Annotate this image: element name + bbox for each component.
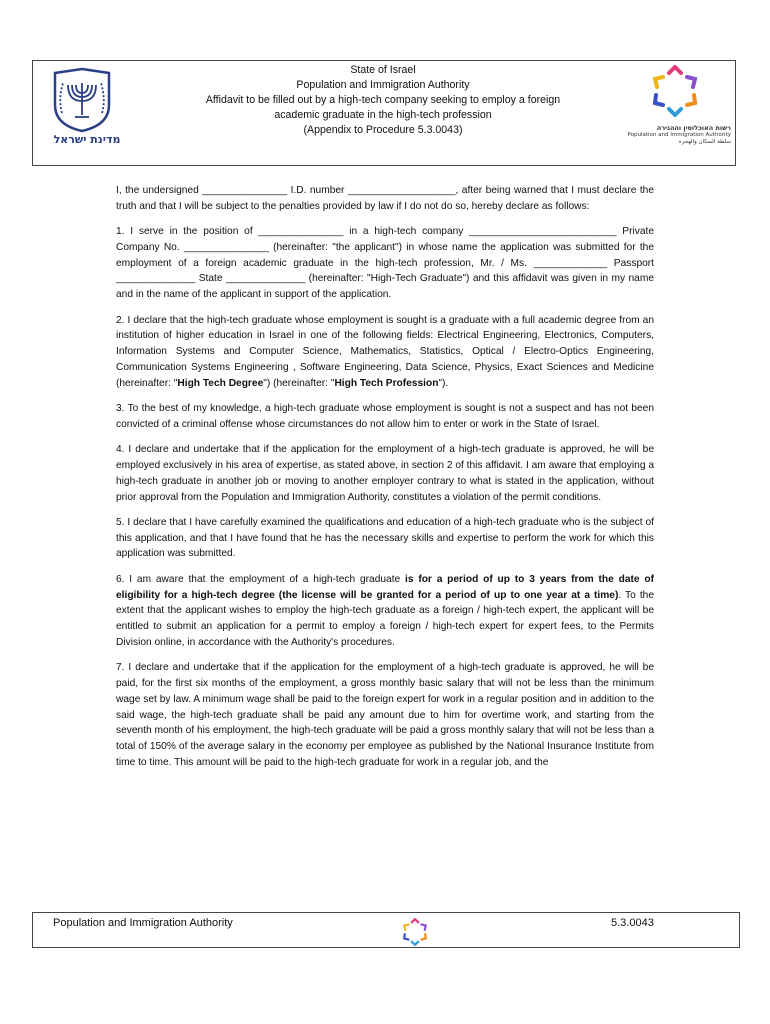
paragraph-7: 7. I declare and undertake that if the application for the employment of a high-tech graduate is approved, he will be paid, for the first six months of the employment, a gross monthly basic salary that will not be less than the minimum wage set by law. A minimum wage shall be paid to the foreign expert for work in a regular position and in addition to the said wage, the high-tech graduate shall be paid any amount due to him for overtime work, and starting from the seventh month of his employment, the high-tech graduate will be paid a gross monthly salary that will not be less than a total of 150% of the average salary in the economy per employee as published by the National Insurance Institute from time to time. This amount will be paid to the high-tech graduate for work in a regular job, and the (116, 662, 654, 768)
paragraph-1: 1. I serve in the position of _______________ in a high-tech company __________________________ Private Company No. _______________ (hereinafter: "the applicant") in whose name the application was submitted for the employment of a foreign academic graduate in the high-tech profession, Mr. / Ms. _____________ Passport ______________ State ______________ (hereinafter: "High-Tech Graduate") and this affidavit was given in my name and in the name of the applicant in support of the application. (116, 226, 654, 301)
logo-caption-hebrew: רשות האוכלוסין וההגירה (656, 124, 731, 132)
logo-caption-english: Population and Immigration Authority (627, 132, 731, 138)
paragraph-6-emphasis: is for a period of up to 3 years from the date of eligibility for a high-tech degree (the license will be granted for a period of up to one year at a time) (116, 573, 654, 601)
paragraph-6-text-a: 6. I am aware that the employment of a high-tech graduate (116, 573, 406, 585)
footer-logo-icon (400, 918, 430, 946)
paragraph-6 (116, 572, 654, 651)
paragraph-6-text-b: . To the extent that the applicant wishes to employ the high-tech graduate as a foreign / high-tech expert, the applicant will be entitled to submit an application for a permit to employ a foreign / high-tech expert for expert fees, to the Permits Division online, in accordance with the Authority's procedures. (116, 589, 654, 648)
logo-caption-arabic: سلطة السكان والهجرة (678, 139, 731, 145)
state-emblem-icon (51, 67, 113, 133)
header-title-block (153, 63, 613, 138)
intro-paragraph: I, the undersigned _______________ I.D. number ___________________, after being warned that I must declare the truth and that I will be subject to the penalties provided by law if I do not do so, hereby declare as follows: (116, 185, 654, 212)
paragraph-2 (116, 313, 654, 392)
paragraph-2-text-b: ") (hereinafter: " (263, 377, 335, 389)
paragraph-2-text-a: 2. I declare that the high-tech graduate whose employment is sought is a graduate with a full academic degree from an institution of higher education in Israel in one of the following fields: Electrical Engineering, Electronics, Computers, Information Systems and Computer Science, Mathematics, Statistics, Optical / Electro-Optics Engineering, Communication Systems Engineering , Software Engineering, Data Science, Physics, Exact Sciences and Medicine (hereinafter: " (116, 314, 654, 389)
document-footer (32, 912, 740, 948)
high-tech-degree-term: High Tech Degree (177, 377, 264, 389)
paragraph-3: 3. To the best of my knowledge, a high-tech graduate whose employment is sought is not a suspect and has not been convicted of a criminal offense whose circumstances do not allow him to enter or work in the State of Israel. (116, 403, 654, 430)
header-line-title: Affidavit to be filled out by a high-tech company seeking to employ a foreign (205, 94, 561, 106)
high-tech-profession-term: High Tech Profession (334, 377, 439, 389)
paragraph-4: 4. I declare and undertake that if the application for the employment of a high-tech graduate is approved, he will be employed exclusively in his area of expertise, as stated above, in section 2 of this affidavit. I am aware that employing a high-tech graduate in another job or moving to another employer contrary to what is stated in the application, without prior approval from the Population and Immigration Authority, constitutes a violation of the permit conditions. (116, 444, 654, 503)
header-line-subtitle: academic graduate in the high-tech profession (274, 109, 492, 121)
paragraph-2-text-c: "). (438, 377, 449, 389)
header-line-authority: Population and Immigration Authority (296, 79, 470, 91)
paragraph-5: 5. I declare that I have carefully examined the qualifications and education of a high-tech graduate who is the subject of this application, and that I have found that he has the necessary skills and expertise to perform the work for which this application was submitted. (116, 516, 654, 560)
document-header (32, 60, 736, 166)
authority-logo-icon (651, 65, 699, 117)
emblem-caption: מדינת ישראל (53, 133, 121, 146)
header-line-state: State of Israel (350, 64, 416, 76)
logo-caption (623, 125, 731, 146)
footer-procedure-number: 5.3.0043 (611, 917, 654, 929)
affidavit-body (116, 183, 654, 780)
header-line-appendix: (Appendix to Procedure 5.3.0043) (303, 124, 463, 136)
footer-authority-name: Population and Immigration Authority (53, 917, 233, 929)
